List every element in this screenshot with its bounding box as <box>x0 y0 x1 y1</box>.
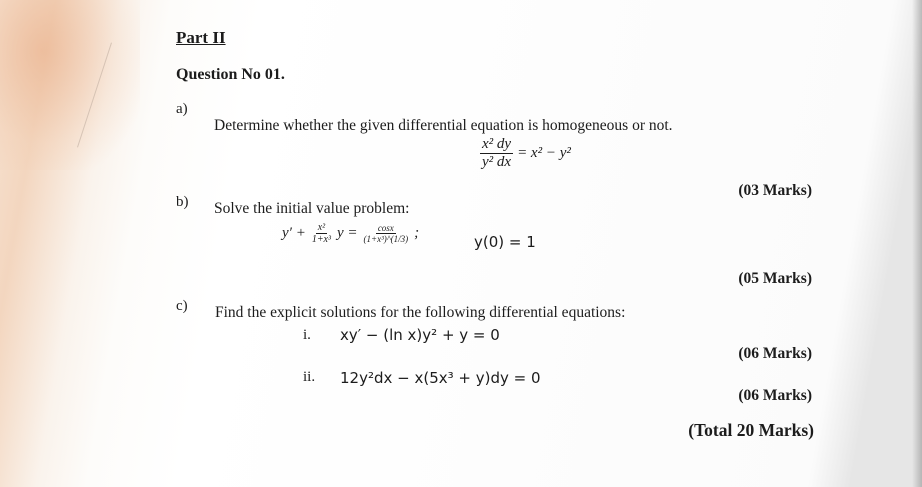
question-b-marks: (05 Marks) <box>738 270 812 287</box>
question-c-ii-marks: (06 Marks) <box>738 387 812 404</box>
question-c-ii-equation: 12y²dx − x(5x³ + y)dy = 0 <box>340 369 541 387</box>
total-marks: (Total 20 Marks) <box>688 420 814 440</box>
question-a-text: Determine whether the given differential equation is homogeneous or not. <box>214 117 673 134</box>
question-a-marks: (03 Marks) <box>738 182 812 199</box>
question-b-fraction-1 <box>310 222 333 245</box>
question-b-mid: y = <box>337 225 358 241</box>
question-b-fraction-2 <box>362 223 411 244</box>
question-a-denominator: y² dx <box>482 154 512 170</box>
question-c-label: c) <box>176 298 188 314</box>
part-title: Part II <box>176 28 226 47</box>
question-title: Question No 01. <box>176 66 285 83</box>
question-a-numerator: x² dy <box>482 136 512 152</box>
question-b-fraction-2-numerator: cosx <box>377 223 394 233</box>
question-c-i-label: i. <box>303 327 311 343</box>
question-a-rhs: = x² − y² <box>517 145 571 161</box>
question-c-i-equation: xy′ − (ln x)y² + y = 0 <box>340 326 500 344</box>
question-b-lhs: y′ + <box>282 225 306 241</box>
question-a-fraction <box>480 136 513 171</box>
question-b-text: Solve the initial value problem: <box>214 200 410 217</box>
question-a-equation <box>480 136 571 171</box>
question-b-end: ; <box>414 225 420 241</box>
question-b-equation <box>282 222 419 245</box>
page-edge-shadow <box>912 0 922 487</box>
question-b-label: b) <box>176 194 189 210</box>
paper-stain <box>0 0 140 170</box>
question-c-i-marks: (06 Marks) <box>738 345 812 362</box>
question-b-fraction-1-numerator: x² <box>317 222 326 233</box>
question-b-fraction-2-denominator: (1+x³)^(1/3) <box>363 234 409 244</box>
question-c-text: Find the explicit solutions for the following differential equations: <box>215 304 626 321</box>
question-b-fraction-1-denominator: 1+x³ <box>311 234 331 245</box>
question-a-label: a) <box>176 101 188 117</box>
question-c-ii-label: ii. <box>303 369 316 385</box>
question-b-condition: y(0) = 1 <box>474 233 536 251</box>
